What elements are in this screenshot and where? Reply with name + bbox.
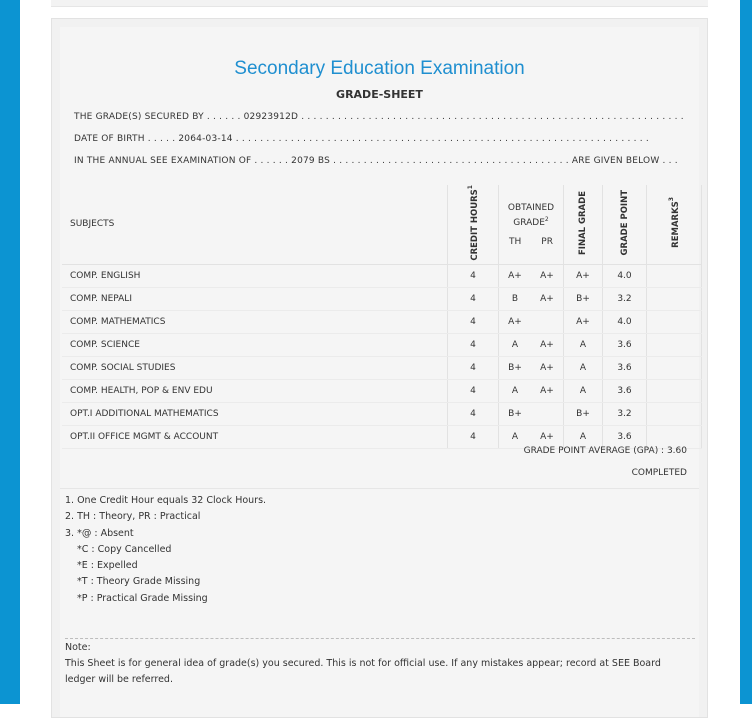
credit-hours: 4 bbox=[448, 310, 499, 333]
practical-grade bbox=[531, 310, 564, 333]
left-blue-bar bbox=[0, 0, 20, 704]
declaration-exam-line bbox=[74, 156, 678, 166]
obtained-grade-line2: GRADE bbox=[513, 217, 545, 228]
table-row bbox=[62, 379, 702, 402]
footnote-item: *E : Expelled bbox=[77, 560, 138, 572]
final-grade: A bbox=[564, 333, 603, 356]
credit-hours: 4 bbox=[448, 425, 499, 448]
grade-point: 3.6 bbox=[603, 379, 647, 402]
table-row bbox=[62, 333, 702, 356]
table-header-row bbox=[62, 185, 702, 264]
exam-label: IN THE ANNUAL SEE EXAMINATION OF . . . . . . bbox=[74, 156, 289, 166]
grades-table bbox=[62, 185, 702, 449]
subject-name: COMP. ENGLISH bbox=[62, 264, 448, 287]
credit-hours: 4 bbox=[448, 333, 499, 356]
obtained-grade-line1: OBTAINED bbox=[507, 202, 555, 213]
previous-panel-edge bbox=[51, 0, 708, 7]
subject-name: COMP. MATHEMATICS bbox=[62, 310, 448, 333]
grade-point: 3.6 bbox=[603, 425, 647, 448]
grade-point: 4.0 bbox=[603, 264, 647, 287]
theory-grade: A bbox=[499, 333, 532, 356]
declaration-name-line bbox=[74, 112, 684, 122]
declaration-dob-line bbox=[74, 134, 649, 144]
credit-hours-sup: 1 bbox=[467, 185, 475, 190]
credit-hours-label: CREDIT HOURS bbox=[469, 189, 480, 261]
remarks bbox=[647, 287, 702, 310]
final-grade: A+ bbox=[564, 264, 603, 287]
grade-point: 3.2 bbox=[603, 287, 647, 310]
right-blue-bar bbox=[740, 0, 752, 704]
theory-grade: A+ bbox=[499, 264, 532, 287]
grade-point: 3.6 bbox=[603, 356, 647, 379]
declaration-label: THE GRADE(S) SECURED BY . . . . . . bbox=[74, 112, 241, 122]
subject-name: COMP. NEPALI bbox=[62, 287, 448, 310]
subject-name: COMP. SCIENCE bbox=[62, 333, 448, 356]
remarks-label: REMARKS bbox=[670, 201, 681, 249]
practical-grade: A+ bbox=[531, 425, 564, 448]
final-grade-label: FINAL GRADE bbox=[578, 190, 588, 255]
footnotes bbox=[65, 493, 266, 607]
grade-point: 3.2 bbox=[603, 402, 647, 425]
footnote-item: 1. One Credit Hour equals 32 Clock Hours. bbox=[65, 495, 267, 506]
exam-year: 2079 BS bbox=[291, 156, 331, 166]
page-title: Secondary Education Examination bbox=[234, 58, 525, 79]
final-grade: A+ bbox=[564, 310, 603, 333]
subject-name: OPT.II OFFICE MGMT & ACCOUNT bbox=[62, 425, 448, 448]
note-text: This Sheet is for general idea of grade(s) you secured. This is not for official use. If any mistakes appear; record at SEE Board ledger will be referred. bbox=[65, 658, 661, 685]
footnote-item: *P : Practical Grade Missing bbox=[77, 592, 208, 604]
remarks bbox=[647, 264, 702, 287]
grade-sheet-panel bbox=[51, 18, 708, 718]
footnote-item: *C : Copy Cancelled bbox=[77, 543, 172, 555]
credit-hours: 4 bbox=[448, 264, 499, 287]
practical-grade bbox=[531, 402, 564, 425]
credit-hours: 4 bbox=[448, 356, 499, 379]
theory-grade: A bbox=[499, 425, 532, 448]
final-grade: A bbox=[564, 356, 603, 379]
table-row bbox=[62, 356, 702, 379]
dob-label: DATE OF BIRTH . . . . . bbox=[74, 134, 176, 144]
practical-grade: A+ bbox=[531, 287, 564, 310]
note-block bbox=[65, 640, 685, 688]
grade-sheet-inner bbox=[60, 27, 699, 717]
final-grade: B+ bbox=[564, 402, 603, 425]
note-label: Note: bbox=[65, 642, 91, 653]
footnote-item: 3. *@ : Absent bbox=[65, 527, 134, 539]
final-grade: A bbox=[564, 425, 603, 448]
practical-grade: A+ bbox=[531, 379, 564, 402]
remarks bbox=[647, 425, 702, 448]
remarks bbox=[647, 402, 702, 425]
theory-grade: A+ bbox=[499, 310, 532, 333]
exam-line-end: ARE GIVEN BELOW . . . bbox=[571, 156, 678, 166]
practical-grade: A+ bbox=[531, 356, 564, 379]
theory-grade: B+ bbox=[499, 356, 532, 379]
gpa-summary: GRADE POINT AVERAGE (GPA) : 3.60 bbox=[523, 446, 687, 456]
symbol-number: 02923912D bbox=[243, 112, 299, 122]
table-row bbox=[62, 264, 702, 287]
remarks bbox=[647, 333, 702, 356]
page-subtitle: GRADE-SHEET bbox=[336, 88, 423, 101]
divider bbox=[60, 488, 699, 489]
obtained-grade-sup: 2 bbox=[544, 215, 549, 223]
grade-point: 3.6 bbox=[603, 333, 647, 356]
header-subjects: SUBJECTS bbox=[62, 185, 448, 264]
header-credit-hours bbox=[448, 185, 499, 264]
completion-status: COMPLETED bbox=[631, 468, 687, 478]
credit-hours: 4 bbox=[448, 402, 499, 425]
header-remarks bbox=[647, 185, 702, 264]
table-row bbox=[62, 310, 702, 333]
date-of-birth: 2064-03-14 bbox=[178, 134, 233, 144]
subject-name: COMP. HEALTH, POP & ENV EDU bbox=[62, 379, 448, 402]
final-grade: A bbox=[564, 379, 603, 402]
credit-hours: 4 bbox=[448, 287, 499, 310]
remarks bbox=[647, 379, 702, 402]
practical-grade: A+ bbox=[531, 333, 564, 356]
subject-name: OPT.I ADDITIONAL MATHEMATICS bbox=[62, 402, 448, 425]
theory-grade: B bbox=[499, 287, 532, 310]
footnote-item: 2. TH : Theory, PR : Practical bbox=[65, 511, 201, 523]
remarks bbox=[647, 356, 702, 379]
dotted-leader: . . . . . . . . . . . . . . . . . . . . . . . . . . . . . . . . . . . . . . . bbox=[333, 156, 569, 166]
dotted-leader: . . . . . . . . . . . . . . . . . . . . . . . . . . . . . . . . . . . . . . . . . . . . . . . . . . . . . . . . . . . . . . . bbox=[301, 112, 684, 122]
credit-hours: 4 bbox=[448, 379, 499, 402]
footnote-item: *T : Theory Grade Missing bbox=[77, 576, 201, 588]
remarks-sup: 3 bbox=[668, 197, 676, 202]
final-grade: B+ bbox=[564, 287, 603, 310]
grade-point: 4.0 bbox=[603, 310, 647, 333]
header-obtained-grade bbox=[499, 185, 564, 264]
theory-grade: B+ bbox=[499, 402, 532, 425]
subject-name: COMP. SOCIAL STUDIES bbox=[62, 356, 448, 379]
header-th: TH bbox=[509, 236, 522, 247]
remarks bbox=[647, 310, 702, 333]
note-divider bbox=[65, 638, 695, 639]
grade-point-label: GRADE POINT bbox=[619, 190, 630, 256]
header-pr: PR bbox=[541, 236, 553, 247]
dotted-leader: . . . . . . . . . . . . . . . . . . . . . . . . . . . . . . . . . . . . . . . . . . . . . . . . . . . . . . . . . . . . . . . . . . . . bbox=[235, 134, 649, 144]
practical-grade: A+ bbox=[531, 264, 564, 287]
table-row bbox=[62, 402, 702, 425]
table-row bbox=[62, 287, 702, 310]
table-row bbox=[62, 425, 702, 448]
theory-grade: A bbox=[499, 379, 532, 402]
header-grade-point bbox=[603, 185, 647, 264]
header-final-grade bbox=[564, 185, 603, 264]
